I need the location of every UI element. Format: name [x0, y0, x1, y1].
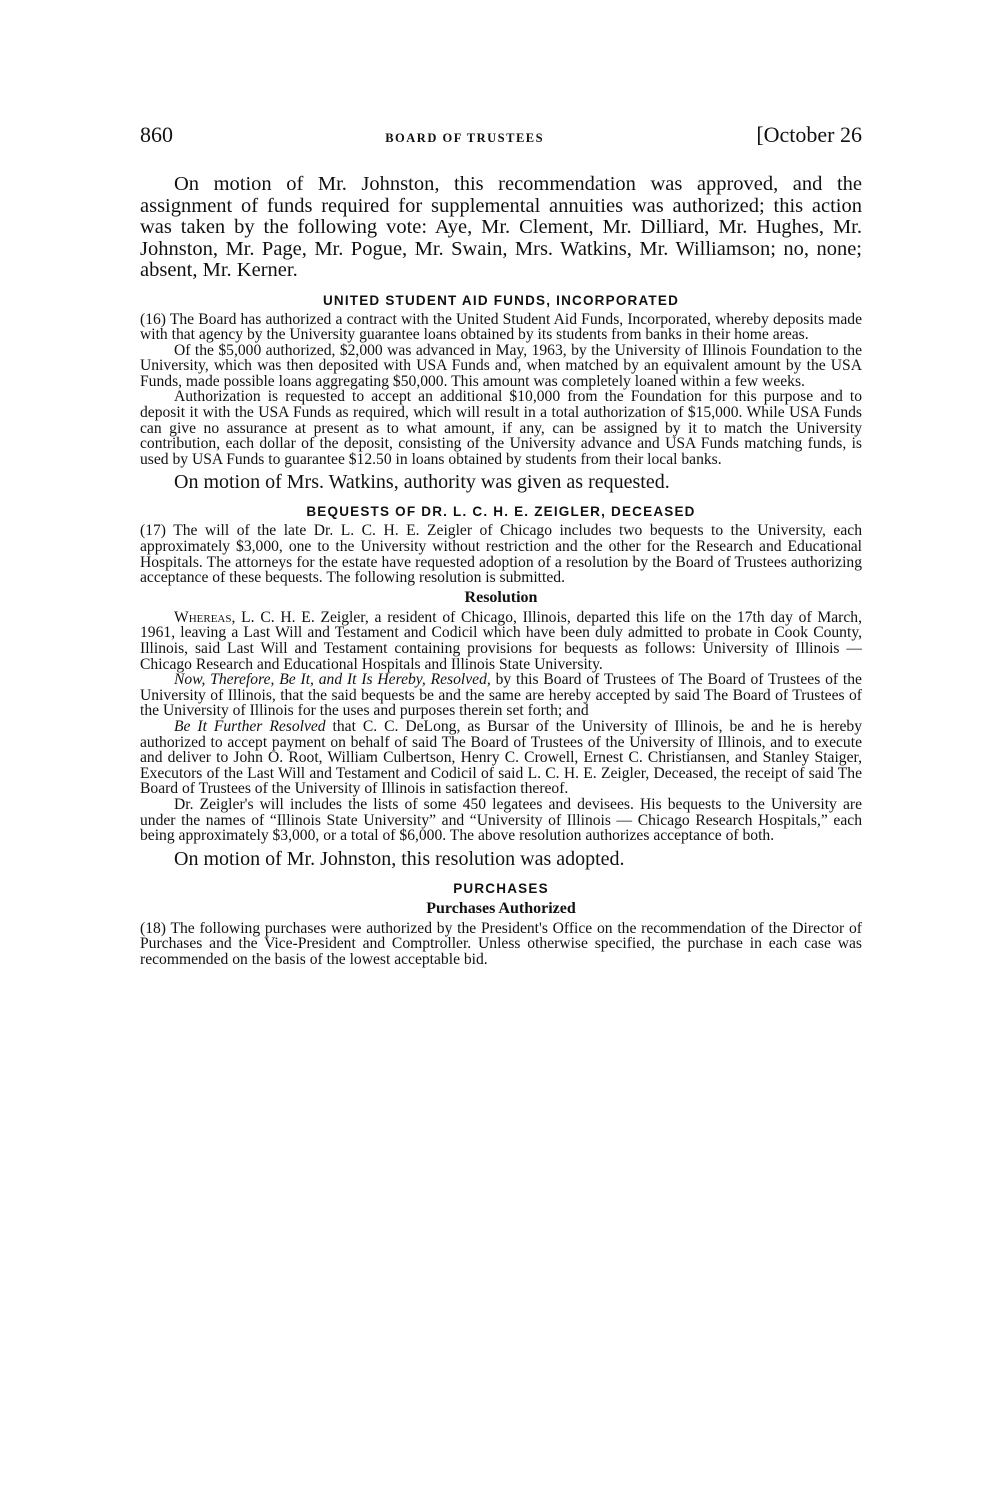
zeigler-motion: On motion of Mr. Johnston, this resolution was adopted.: [174, 847, 625, 870]
usaf-paragraph-2: Of the $5,000 authorized, $2,000 was advanced in May, 1963, by the University of Illinois Foundation to the University, which was then deposited with USA Funds and, when matched by an equivalent amount by the USA Funds, made possible loans aggregating $50,000. This amount was completely loaned within a few weeks.: [140, 341, 862, 390]
whereas-paragraph: [140, 610, 862, 672]
section-heading-zeigler: BEQUESTS OF DR. L. C. H. E. ZEIGLER, DECEASED: [306, 504, 696, 520]
further-resolved-italic: Be It Further Resolved: [174, 717, 326, 735]
document-page: [140, 122, 862, 968]
resolved-paragraph: [140, 672, 862, 719]
usaf-paragraph-3: Authorization is requested to accept an additional $10,000 from the Foundation for this purpose and to deposit it with the USA Funds as required, which will result in a total authorization of $15,000. While USA Funds can give no assurance at present as to what amount, if any, can be assigned by it to match the University contribution, each dollar of the deposit, consisting of the University advance and USA Funds matching funds, is used by USA Funds to guarantee $12.50 in loans obtained by students from their local banks.: [140, 388, 862, 468]
purchases-subheading: Purchases Authorized: [426, 899, 576, 917]
further-resolved-paragraph: [140, 719, 862, 797]
purchases-paragraph-1: (18) The following purchases were authorized by the President's Office on the recommendation of the Director of Purchases and the Vice-President and Comptroller. Unless otherwise specified, the purchase in each case was recommended on the basis of the lowest acceptable bid.: [140, 919, 862, 968]
zeigler-paragraph-1: (17) The will of the late Dr. L. C. H. E. Zeigler of Chicago includes two bequests to the University, each approximately $3,000, one to the University without restriction and the other for the Research and Educational Hospitals. The attorneys for the estate have requested adoption of a resolution by the Board of Trustees authorizing acceptance of these bequests. The following resolution is submitted.: [140, 522, 862, 587]
section-heading-purchases: PURCHASES: [453, 880, 549, 896]
usaf-paragraph-1: (16) The Board has authorized a contract with the United Student Aid Funds, Incorporated, whereby deposits made with that agency by the University guarantee loans obtained by its students from banks in their home areas.: [140, 310, 862, 344]
whereas-text: L. C. H. E. Zeigler, a resident of Chicago, Illinois, departed this life on the 17th day of March, 1961, leaving a Last Will and Testament and Codicil which have been duly admitted to probate in Cook County, Illinois, said Last Will and Testament containing provisions for bequests as follows: University of Illinois — Chicago Research and Educational Hospitals and Illinois State University.: [140, 608, 862, 673]
page-number: 860: [140, 122, 173, 147]
resolution-heading: Resolution: [464, 588, 538, 606]
opening-motion: On motion of Mr. Johnston, this recommendation was approved, and the assignment of funds required for supplemental annuities was authorized; this action was taken by the following vote: Aye, Mr. Clement, Mr. Dilliard, Mr. Hughes, Mr. Johnston, Mr. Page, Mr. Pogue, Mr. Swain, Mrs. Watkins, Mr. Williamson; no, none; absent, Mr. Kerner.: [140, 173, 862, 281]
header-date: [October 26: [756, 122, 862, 147]
whereas-word: Whereas,: [174, 608, 236, 626]
resolved-italic: Now, Therefore, Be It, and It Is Hereby, Resolved,: [174, 671, 491, 689]
further-resolved-text: that C. C. DeLong, as Bursar of the University of Illinois, be and he is hereby authorized to accept payment on behalf of said The Board of Trustees of the University of Illinois, and to execute and deliver to John O. Root, William Culbertson, Henry C. Crowell, Ernest C. Christiansen, and Stanley Staiger, Executors of the Last Will and Testament and Codicil of said L. C. H. E. Zeigler, Deceased, the receipt of said The Board of Trustees of the University of Illinois in satisfaction thereof.: [140, 717, 862, 798]
section-heading-usaf: UNITED STUDENT AID FUNDS, INCORPORATED: [322, 292, 680, 308]
usaf-motion: On motion of Mrs. Watkins, authority was given as requested.: [174, 471, 670, 494]
zeigler-paragraph-final: Dr. Zeigler's will includes the lists of some 450 legatees and devisees. His bequests to the University are under the names of “Illinois State University” and “University of Illinois — Chicago Research Hospitals,” each being approximately $3,000, or a total of $6,000. The above resolution authorizes acceptance of both.: [140, 795, 862, 845]
running-title: BOARD OF TRUSTEES: [385, 131, 545, 145]
page-header: [140, 122, 862, 148]
resolved-text: by this Board of Trustees of The Board of Trustees of the University of Illinois, that the said bequests be and the same are hereby accepted by said The Board of Trustees of the University of Illinois for the uses and purposes therein set forth; and: [140, 671, 862, 720]
